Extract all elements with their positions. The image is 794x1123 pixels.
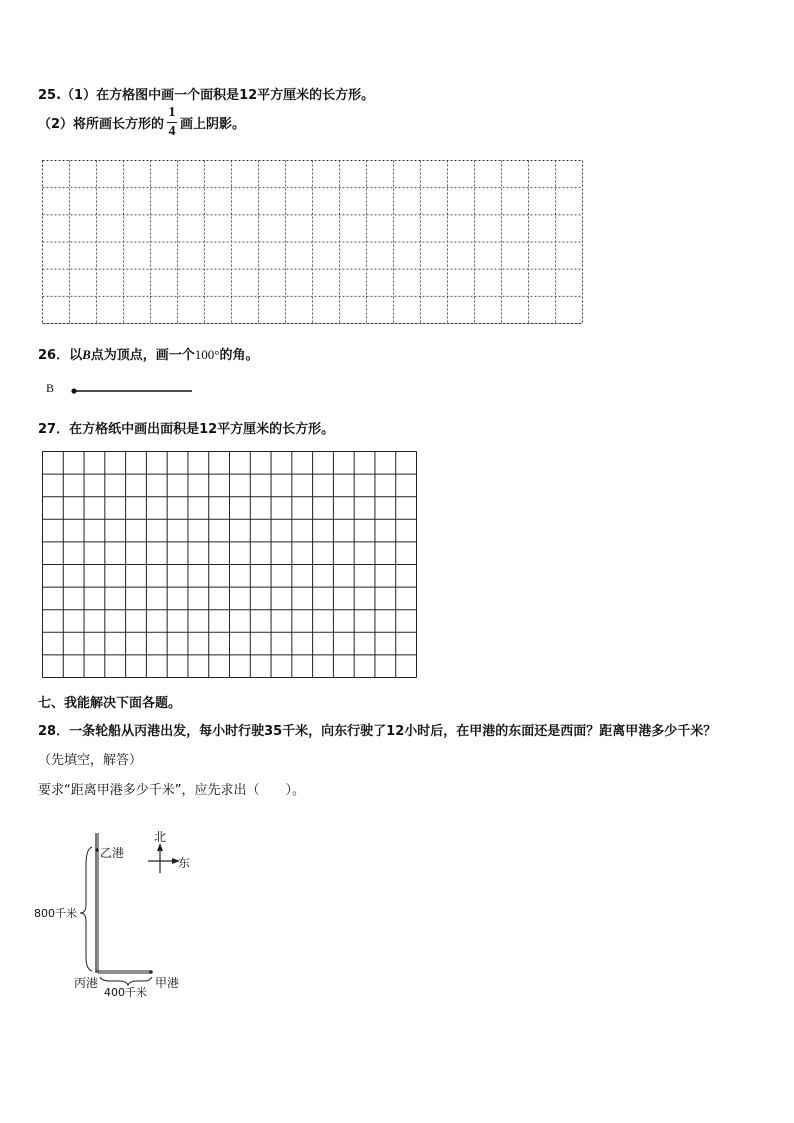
- label-north: 北: [154, 830, 167, 844]
- q27-grid[interactable]: [42, 451, 418, 679]
- label-jia-port: 甲港: [155, 976, 180, 990]
- label-horizontal-distance: 400千米: [104, 986, 147, 999]
- q26-middle: 点为顶点，画一个: [90, 348, 195, 363]
- q26-suffix: 的角。: [219, 348, 259, 363]
- fraction-one-quarter: [167, 106, 177, 139]
- q25-line2: [38, 106, 245, 139]
- q26-angle: 100°: [194, 347, 220, 362]
- q28-ask: 要求“距离甲港多少千米”，应先求出（ ）。: [38, 783, 305, 798]
- q26-point: B: [82, 347, 91, 362]
- point-b-label: B: [46, 381, 55, 395]
- label-east: 东: [178, 856, 191, 870]
- q26-text: [38, 344, 259, 363]
- fraction-bar: [167, 122, 177, 123]
- q25-line2-prefix: （2）将所画长方形的: [38, 117, 165, 132]
- q25-line2-suffix: 画上阴影。: [180, 117, 246, 132]
- fraction-numerator: 1: [168, 105, 176, 120]
- label-yi-port: 乙港: [100, 846, 125, 860]
- ray-from-b: [68, 384, 198, 396]
- q26-prefix: 26．以: [38, 348, 83, 363]
- q27-text: 27．在方格纸中画出面积是12平方厘米的长方形。: [38, 422, 335, 437]
- q28-text: 28．一条轮船从丙港出发，每小时行驶35千米，向东行驶了12小时后，在甲港的东面还是西面？距离甲港多少千米？: [38, 724, 717, 739]
- label-vertical-distance: 800千米: [34, 907, 77, 920]
- section7-title: 七、我能解决下面各题。: [38, 696, 182, 711]
- q25-line1: 25.（1）在方格图中画一个面积是12平方厘米的长方形。: [38, 88, 375, 103]
- fraction-denominator: 4: [168, 124, 176, 139]
- q25-grid[interactable]: [42, 160, 584, 325]
- q28-note: （先填空，解答）: [38, 753, 143, 768]
- label-bing-port: 丙港: [74, 976, 99, 990]
